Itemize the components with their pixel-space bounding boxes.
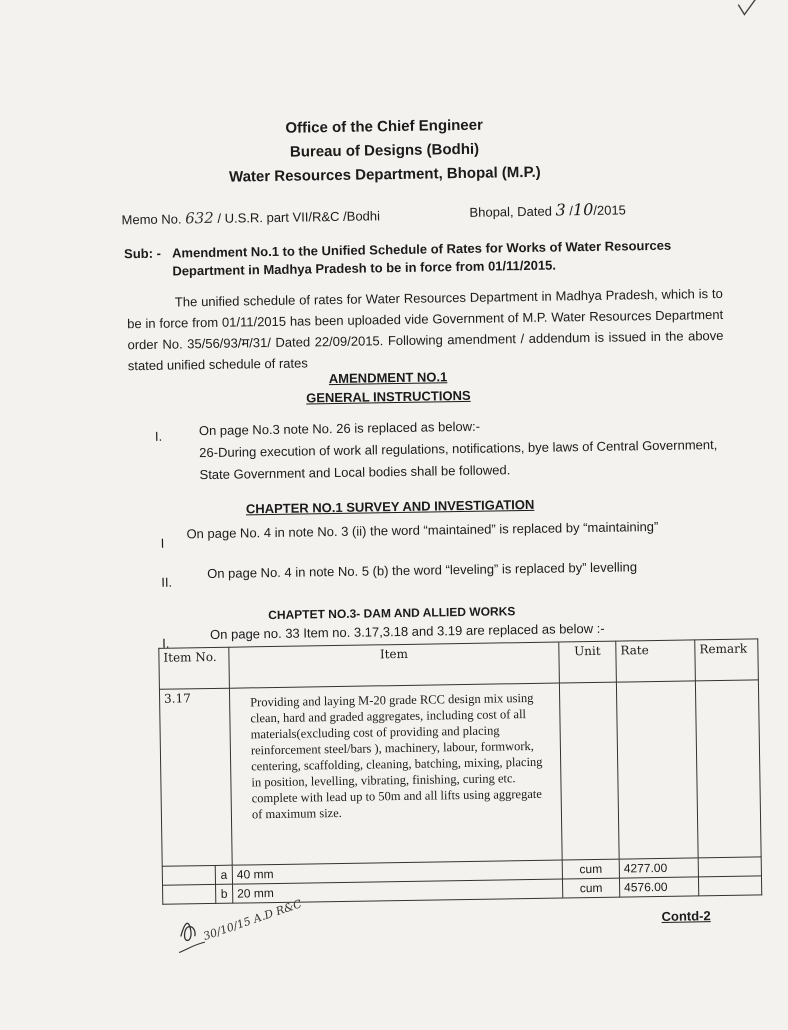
header-item: Item — [229, 642, 560, 688]
dated-month: 10 — [572, 199, 594, 220]
subject-line-1: Amendment No.1 to the Unified Schedule of Rates for Works of Water Resources — [171, 237, 672, 261]
general-item-line-1: On page No.3 note No. 26 is replaced as below:- — [198, 418, 481, 439]
memo-line — [121, 206, 380, 228]
subject-label: Sub: - — [123, 245, 162, 262]
bureau-title: Bureau of Designs (Bodhi) — [289, 140, 480, 161]
intro-paragraph — [127, 283, 724, 376]
header-remark: Remark — [695, 639, 759, 681]
sub-row-remark — [698, 876, 761, 896]
header-rate: Rate — [616, 640, 696, 682]
rates-table — [158, 635, 762, 904]
general-instructions-heading: GENERAL INSTRUCTIONS — [306, 387, 471, 406]
office-title: Office of the Chief Engineer — [285, 116, 484, 137]
general-item-text — [199, 412, 720, 486]
row-unit — [559, 682, 619, 860]
chapter1-item-2-number: II. — [161, 574, 173, 590]
dated-sep: / — [569, 203, 574, 219]
dated-prefix: Bhopal, Dated — [469, 203, 553, 220]
signature-text: 30/10/15 A.D R&C — [201, 897, 304, 943]
general-item-number: I. — [154, 428, 163, 444]
sub-row-remark — [698, 857, 761, 877]
contd-label: Contd-2 — [661, 908, 711, 924]
chapter3-heading: CHAPTET NO.3- DAM AND ALLIED WORKS — [268, 604, 516, 623]
sub-row-letter: a — [215, 865, 232, 884]
dated-line — [469, 199, 626, 220]
chapter3-item-1-number: I. — [162, 635, 170, 651]
sub-row-size: 20 mm — [233, 879, 563, 903]
chapter1-item-1-number: I — [160, 535, 165, 551]
subject-line-2: Department in Madhya Pradesh to be in force from 01/11/2015. — [172, 257, 557, 279]
table-row — [159, 680, 761, 866]
memo-number: 632 — [185, 208, 214, 228]
general-item-line-2: 26-During execution of work all regulations, notifications, bye laws of Central Government, State Government and Local bodies shall be followed. — [199, 437, 718, 483]
amendment-heading: AMENDMENT NO.1 — [328, 369, 448, 387]
dated-year: /2015 — [593, 202, 626, 218]
chapter3-item-1-text: On page no. 33 Item no. 3.17,3.18 and 3.19 are replaced as below :- — [209, 620, 605, 642]
row-remark — [695, 680, 761, 858]
sub-row-letter: b — [216, 884, 233, 903]
intro-text: The unified schedule of rates for Water Resources Department in Madhya Pradesh, which is to be in force from 01/11/2015 has been uploaded vide Government of M.P. Water Resources Department order No. 35/56/93/म/31/ Dated 22/09/2015. Following amendment / addendum is issued in the above stated unified schedule of rates — [127, 285, 724, 374]
sub-row-unit: cum — [562, 878, 619, 898]
subject-block — [124, 236, 724, 281]
row-description: Providing and laying M-20 grade RCC design mix using clean, hard and graded aggregates, including cost of all materials(excluding cost of providing and placing reinforcement steel/bars ), machinery, labour, formwork, centering, scaffolding, cleaning, batching, mixing, placing in position, levelling, vibrating, finishing, curing etc. complete with lead up to 50m and all lifts using aggregate of maximum size. — [229, 683, 562, 865]
memo-reference: / U.S.R. part VII/R&C /Bodhi — [217, 208, 381, 226]
check-mark-icon — [734, 0, 760, 19]
department-title: Water Resources Department, Bhopal (M.P.) — [228, 163, 541, 186]
handwritten-signature — [174, 897, 304, 969]
header-unit: Unit — [559, 641, 617, 683]
chapter1-item-2-text: On page No. 4 in note No. 5 (b) the word “leveling” is replaced by” levelling — [207, 559, 638, 582]
sub-row-blank — [162, 865, 215, 885]
sub-row-rate: 4277.00 — [619, 858, 698, 878]
memo-prefix: Memo No. — [121, 211, 182, 228]
row-rate — [616, 681, 698, 859]
sub-row-blank — [163, 884, 216, 904]
sub-row-unit: cum — [562, 859, 619, 879]
chapter1-heading: CHAPTER NO.1 SURVEY AND INVESTIGATION — [245, 496, 535, 517]
sub-row-rate: 4576.00 — [619, 877, 698, 897]
header-item-no: Item No. — [159, 647, 230, 689]
row-item-no: 3.17 — [159, 688, 232, 866]
chapter1-item-1-text: On page No. 4 in note No. 3 (ii) the word “maintained” is replaced by “maintaining” — [186, 518, 659, 542]
dated-day: 3 — [555, 200, 566, 220]
sub-row-size: 40 mm — [232, 860, 562, 884]
